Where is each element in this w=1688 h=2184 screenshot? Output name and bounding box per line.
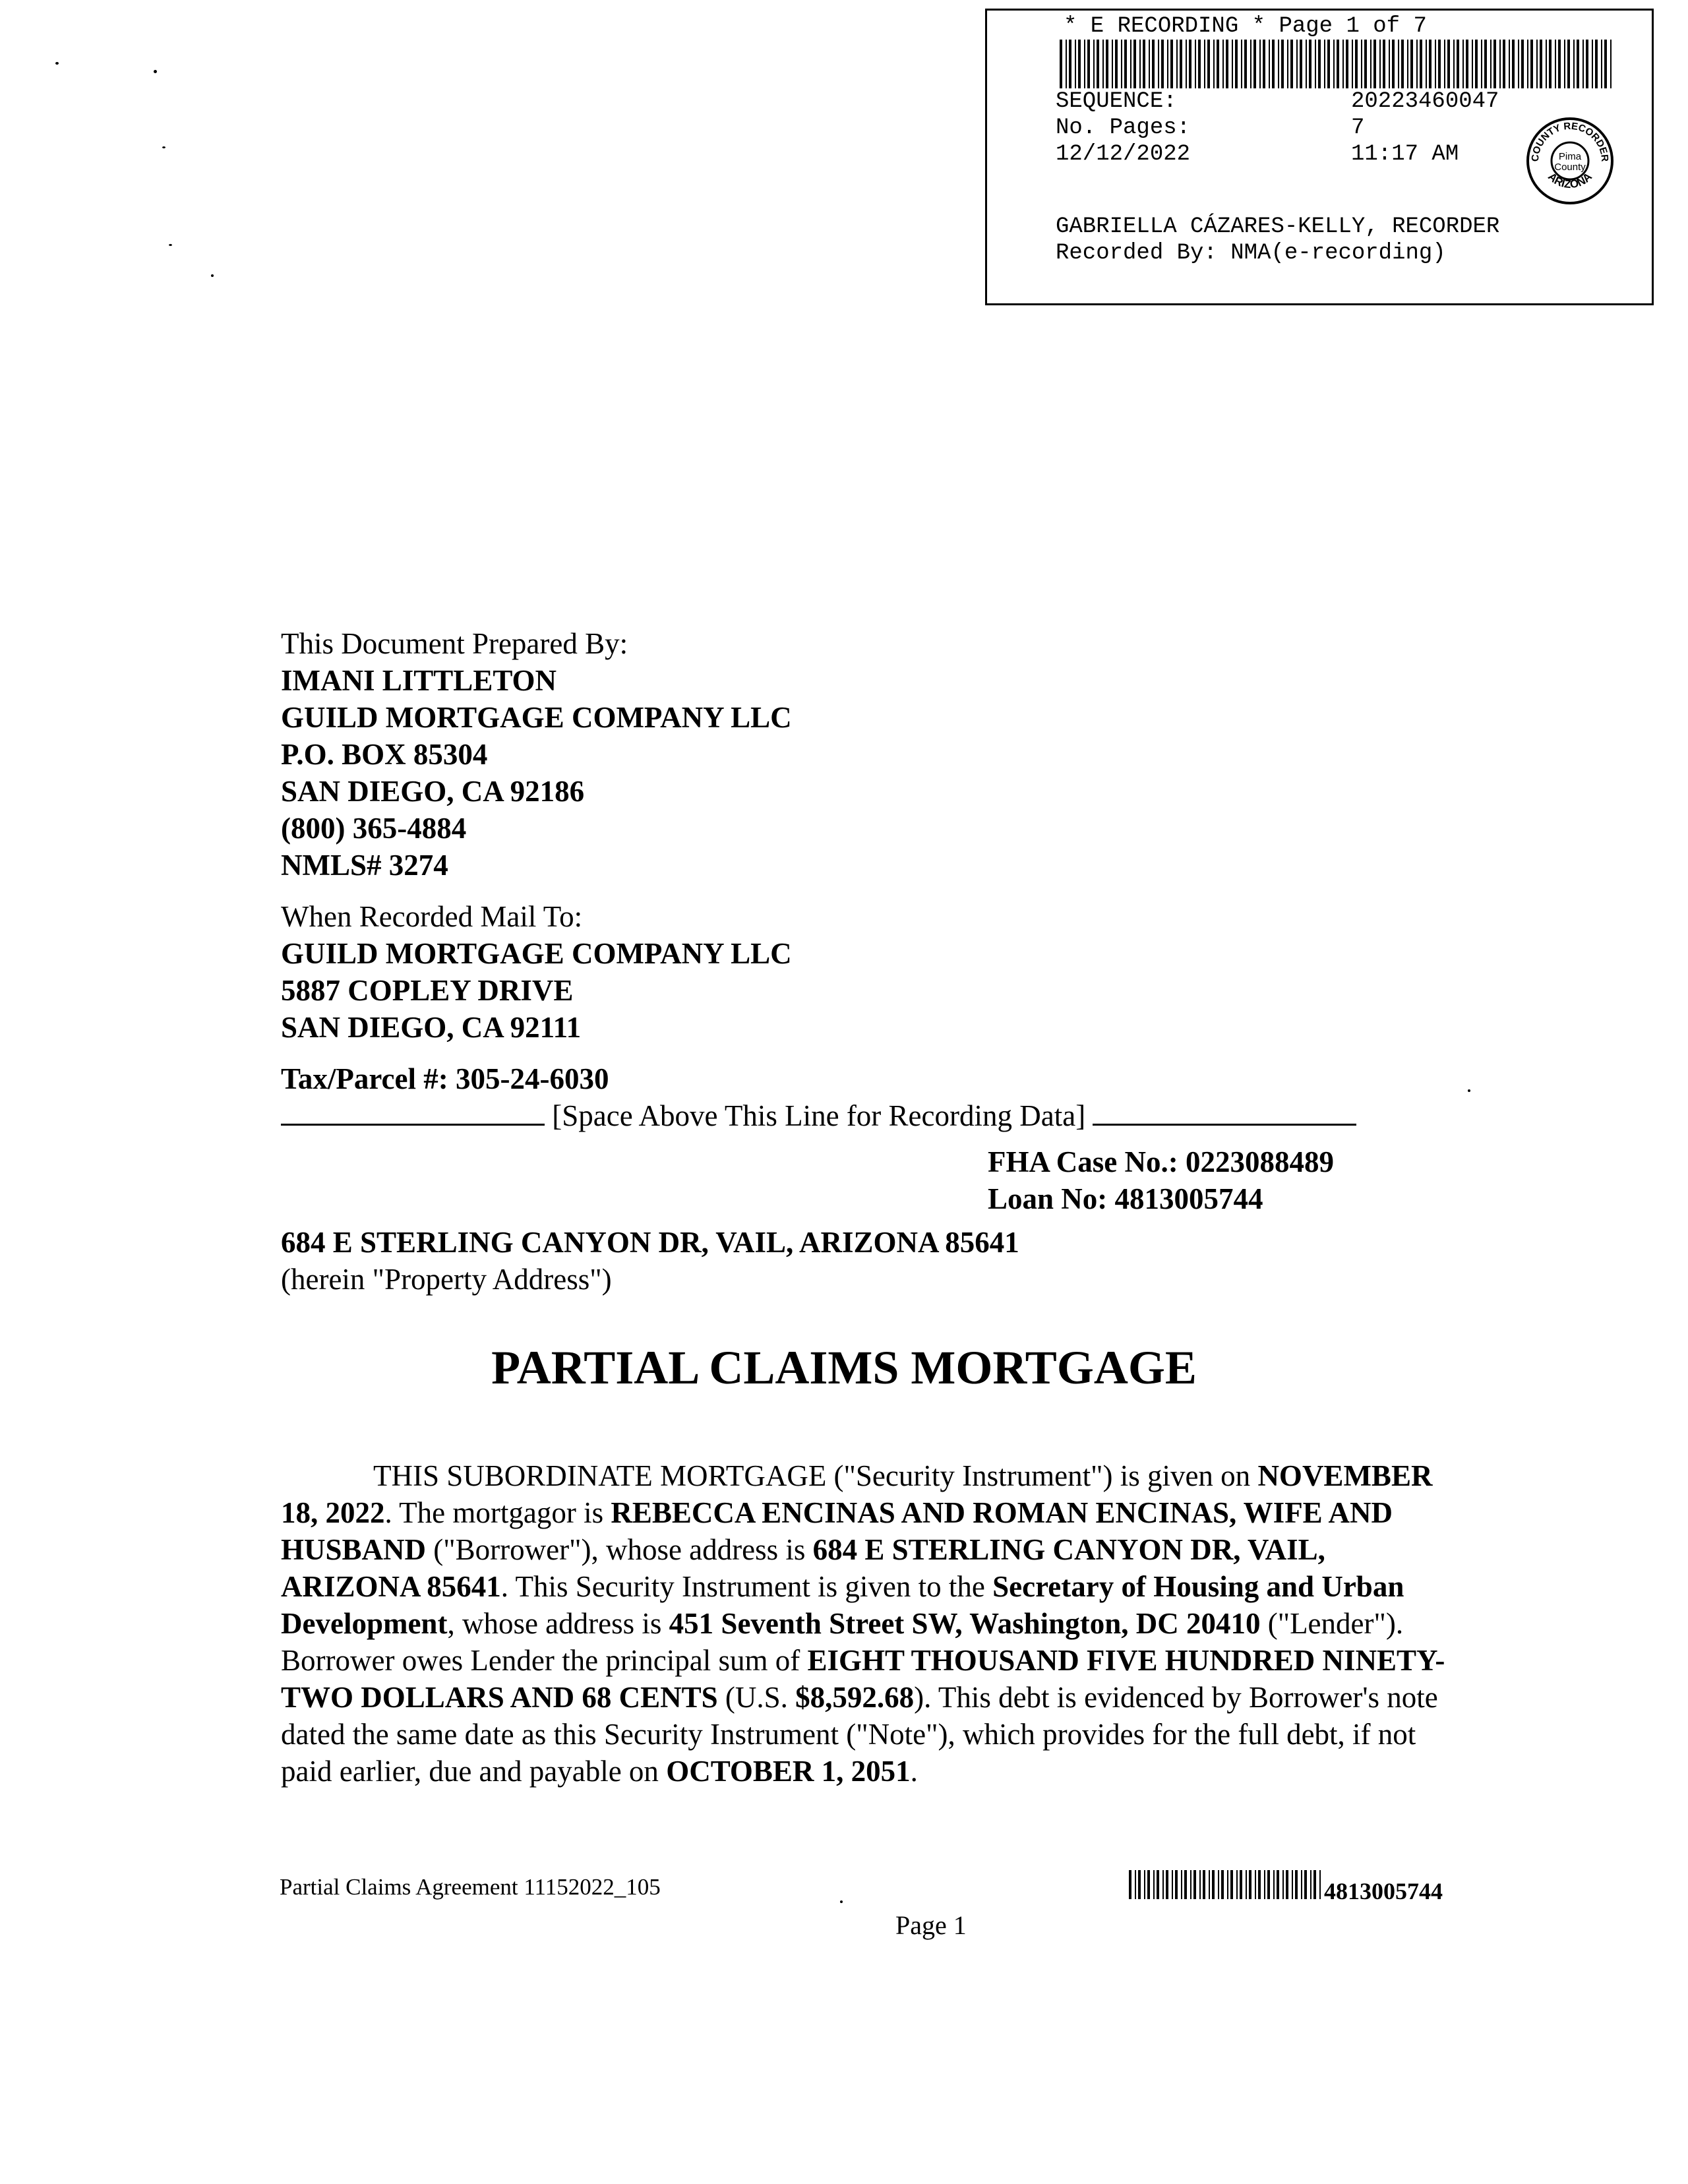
paragraph-run: ). This debt is evidenced by Borrower's note dated the same date as this Security Instrument ("Note"), which provides for the full debt, if not paid earlier, due and payable on <box>281 1681 1438 1788</box>
paragraph-run: . The mortgagor is <box>384 1496 611 1529</box>
footer-agreement-id: Partial Claims Agreement 11152022_105 <box>280 1874 661 1900</box>
paragraph-run: ("Borrower"), whose address is <box>426 1533 813 1566</box>
barcode-bar <box>1586 40 1588 88</box>
barcode-bar <box>1573 40 1575 88</box>
paragraph-run: $8,592.68 <box>795 1681 915 1714</box>
document-title: PARTIAL CLAIMS MORTGAGE <box>491 1341 1197 1394</box>
barcode-bar <box>1152 40 1155 88</box>
paragraph-run: EIGHT THOUSAND FIVE HUNDRED NINETY-TWO DOLLARS AND 68 CENTS <box>281 1644 1445 1714</box>
barcode-bar <box>1281 40 1284 88</box>
mail-to-city: SAN DIEGO, CA 92111 <box>281 1011 582 1044</box>
loan-number: Loan No: 4813005744 <box>988 1182 1263 1215</box>
paragraph-run: (U.S. <box>717 1681 796 1714</box>
barcode-bar <box>1389 40 1390 88</box>
barcode-bar <box>1263 40 1265 88</box>
barcode-bar <box>1352 40 1353 88</box>
barcode-bar <box>1530 40 1533 88</box>
barcode-bar <box>1282 1870 1284 1899</box>
barcode-bar <box>1472 40 1473 88</box>
barcode-bar <box>1250 40 1251 88</box>
barcode-bar <box>1426 40 1427 88</box>
paragraph-run: THIS SUBORDINATE MORTGAGE ("Security Instrument") is given on <box>373 1459 1258 1492</box>
scan-speck <box>55 62 59 65</box>
barcode-bar <box>1167 40 1168 88</box>
sequence-label: SEQUENCE: <box>1056 89 1177 114</box>
barcode-bar <box>1355 40 1358 88</box>
barcode-bar <box>1333 40 1335 88</box>
barcode-bar <box>1555 40 1556 88</box>
barcode-bar <box>1503 40 1505 88</box>
barcode-bar <box>1075 40 1076 88</box>
barcode-bar <box>1124 40 1127 88</box>
barcode-bar <box>1601 40 1602 88</box>
barcode-bar <box>1558 40 1561 88</box>
barcode-bar <box>1129 1870 1131 1899</box>
barcode-bar <box>1066 40 1067 88</box>
barcode-bar <box>1207 40 1210 88</box>
barcode-bar <box>1272 40 1275 88</box>
barcode-bar <box>1407 40 1408 88</box>
barcode-bar <box>1420 40 1422 88</box>
barcode-bar <box>1370 40 1372 88</box>
svg-text:ARIZONA: ARIZONA <box>1546 170 1594 191</box>
recording-stamp <box>985 9 1654 305</box>
barcode-bar <box>1246 1870 1247 1899</box>
barcode-bar <box>1166 1870 1168 1899</box>
barcode-bar <box>1466 40 1468 88</box>
county-recorder-seal-icon <box>1525 116 1615 206</box>
svg-text:COUNTY RECORDER: COUNTY RECORDER <box>1529 120 1611 162</box>
barcode-bar <box>1296 40 1298 88</box>
barcode-bar <box>1304 1870 1307 1899</box>
barcode-bar <box>1147 1870 1150 1899</box>
barcode-bar <box>1115 40 1118 88</box>
record-time: 11:17 AM <box>1351 142 1459 167</box>
barcode-bar <box>1097 40 1099 88</box>
barcode-bar <box>1337 40 1339 88</box>
barcode-bar <box>1490 40 1492 88</box>
barcode-bar <box>1290 40 1293 88</box>
barcode-bar <box>1258 1870 1261 1899</box>
barcode-bar <box>1267 1870 1270 1899</box>
barcode-bar <box>1484 40 1487 88</box>
barcode-bar <box>1287 40 1288 88</box>
barcode-bar <box>1567 40 1570 88</box>
pages-label: No. Pages: <box>1056 115 1191 140</box>
barcode-bar <box>1253 40 1256 88</box>
barcode-bar <box>1447 40 1450 88</box>
footer-barcode-number: 4813005744 <box>1324 1878 1443 1904</box>
scan-speck <box>1468 1089 1470 1092</box>
barcode-bar <box>1604 40 1607 88</box>
prepared-by-label: This Document Prepared By: <box>281 627 628 660</box>
page-number: Page 1 <box>895 1910 967 1940</box>
pages-value: 7 <box>1351 115 1365 140</box>
barcode-bar <box>1221 1870 1224 1899</box>
barcode-bar <box>1143 40 1145 88</box>
barcode-bar <box>1610 40 1612 88</box>
stamp-header: * E RECORDING * Page 1 of 7 <box>1064 14 1427 39</box>
barcode-bar <box>1286 1870 1288 1899</box>
barcode-bar <box>1218 1870 1219 1899</box>
svg-text:County: County <box>1554 162 1586 173</box>
mail-to-label: When Recorded Mail To: <box>281 900 583 933</box>
paragraph-run: 684 E STERLING CANYON DR, VAIL, ARIZONA 85641 <box>281 1533 1325 1603</box>
paragraph-run: 451 Seventh Street SW, Washington, DC 20410 <box>669 1607 1261 1640</box>
barcode-bar <box>1203 1870 1205 1899</box>
barcode-bar <box>1582 40 1584 88</box>
barcode-bar <box>1540 40 1542 88</box>
paragraph-run: . <box>910 1755 918 1788</box>
barcode-bar <box>1309 40 1311 88</box>
barcode-bar <box>1435 40 1436 88</box>
barcode-bar <box>1176 40 1178 88</box>
barcode-bar <box>1577 40 1579 88</box>
barcode-bar <box>1241 40 1242 88</box>
barcode-bar <box>1292 1870 1293 1899</box>
barcode-bar <box>1301 1870 1302 1899</box>
barcode-bar <box>1235 40 1238 88</box>
barcode-bar <box>1255 1870 1256 1899</box>
barcode-bar <box>1222 40 1224 88</box>
barcode-bar <box>1518 40 1519 88</box>
paragraph-run: OCTOBER 1, 2051 <box>666 1755 911 1788</box>
barcode-bar <box>1144 1870 1145 1899</box>
paragraph-run: ("Lender"). Borrower owes Lender the principal sum of <box>281 1607 1404 1677</box>
barcode-bar <box>1190 1870 1191 1899</box>
barcode-bar <box>1106 40 1108 88</box>
barcode-bar <box>1130 40 1131 88</box>
recording-rule-left <box>281 1124 545 1126</box>
barcode-bar <box>1315 40 1316 88</box>
barcode-bar <box>1198 40 1201 88</box>
barcode-bar <box>1180 40 1182 88</box>
barcode-bar <box>1236 1870 1238 1899</box>
barcode-bar <box>1546 40 1547 88</box>
barcode-bar <box>1133 40 1136 88</box>
barcode-bar <box>1093 40 1095 88</box>
recording-space-line <box>281 1097 1356 1134</box>
record-date: 12/12/2022 <box>1056 142 1191 167</box>
barcode-bar <box>1313 1870 1316 1899</box>
paragraph-run: NOVEMBER 18, 2022 <box>281 1459 1433 1529</box>
barcode-bar <box>1204 40 1205 88</box>
mail-to-street: 5887 COPLEY DRIVE <box>281 974 574 1007</box>
barcode-bar <box>1153 1870 1155 1899</box>
scan-speck <box>211 274 214 277</box>
scan-speck <box>169 244 172 246</box>
barcode-bar <box>1139 40 1141 88</box>
prepared-by-nmls: NMLS# 3274 <box>281 849 448 882</box>
prepared-by-name: IMANI LITTLETON <box>281 664 557 697</box>
barcode-bar <box>1457 40 1459 88</box>
prepared-by-phone: (800) 365-4884 <box>281 812 467 845</box>
barcode-bar <box>1199 1870 1201 1899</box>
barcode-bar <box>1244 40 1247 88</box>
barcode-bar <box>1398 40 1399 88</box>
barcode-bar <box>1259 40 1261 88</box>
footer-barcode <box>1129 1870 1324 1899</box>
barcode-bar <box>1102 40 1104 88</box>
barcode-bar <box>1172 1870 1173 1899</box>
barcode-bar <box>1383 40 1385 88</box>
barcode-bar <box>1162 1870 1164 1899</box>
barcode-bar <box>1135 1870 1136 1899</box>
barcode-bar <box>1438 40 1441 88</box>
barcode-bar <box>1392 40 1395 88</box>
barcode-bar <box>1138 1870 1141 1899</box>
barcode-bar <box>1273 1870 1275 1899</box>
barcode-bar <box>1509 40 1510 88</box>
barcode-bar <box>1512 40 1515 88</box>
barcode-bar <box>1175 1870 1178 1899</box>
barcode-bar <box>1121 40 1122 88</box>
barcode-bar <box>1364 40 1367 88</box>
barcode-bar <box>1361 40 1362 88</box>
paragraph-run: , whose address is <box>447 1607 669 1640</box>
barcode-bar <box>1310 1870 1311 1899</box>
barcode-bar <box>1527 40 1528 88</box>
barcode-bar <box>1209 1870 1210 1899</box>
barcode-bar <box>1193 1870 1196 1899</box>
prepared-by-po-box: P.O. BOX 85304 <box>281 738 488 771</box>
barcode-bar <box>1161 40 1164 88</box>
barcode-bar <box>1278 40 1279 88</box>
barcode-bar <box>1342 40 1344 88</box>
barcode-bar <box>1564 40 1565 88</box>
barcode-bar <box>1181 1870 1182 1899</box>
barcode-bar <box>1319 1870 1321 1899</box>
prepared-by-city: SAN DIEGO, CA 92186 <box>281 775 585 808</box>
barcode-bar <box>1416 40 1418 88</box>
barcode-bar <box>1087 40 1090 88</box>
barcode-bar <box>1595 40 1598 88</box>
barcode-bar <box>1536 40 1538 88</box>
barcode-bar <box>1112 40 1113 88</box>
recorder-name: GABRIELLA CÁZARES-KELLY, RECORDER <box>1056 214 1500 239</box>
barcode-bar <box>1230 1870 1233 1899</box>
paragraph-run: Secretary of Housing and Urban Development <box>281 1570 1404 1640</box>
barcode-bar <box>1444 40 1445 88</box>
barcode-bar <box>1346 40 1348 88</box>
barcode-bar <box>1186 40 1187 88</box>
barcode-bar <box>1521 40 1524 88</box>
paragraph-run: . This Security Instrument is given to the <box>500 1570 993 1603</box>
sequence-value: 20223460047 <box>1351 89 1499 114</box>
barcode-bar <box>1060 40 1062 88</box>
barcode-bar <box>1592 40 1593 88</box>
tax-parcel: Tax/Parcel #: 305-24-6030 <box>281 1062 609 1095</box>
barcode-bar <box>1226 40 1228 88</box>
barcode-bar <box>1327 40 1330 88</box>
barcode-bar <box>1481 40 1482 88</box>
barcode-bar <box>1069 40 1071 88</box>
barcode-bar <box>1189 40 1191 88</box>
mail-to-company: GUILD MORTGAGE COMPANY LLC <box>281 937 792 970</box>
recording-rule-right <box>1093 1124 1356 1126</box>
recorded-by: Recorded By: NMA(e-recording) <box>1056 241 1446 266</box>
stamp-barcode <box>1060 40 1612 88</box>
barcode-bar <box>1401 40 1404 88</box>
paragraph-run: REBECCA ENCINAS AND ROMAN ENCINAS, WIFE AND HUSBAND <box>281 1496 1393 1566</box>
barcode-bar <box>1170 40 1173 88</box>
barcode-bar <box>1306 40 1307 88</box>
recording-space-text: [Space Above This Line for Recording Data] <box>552 1099 1086 1132</box>
barcode-bar <box>1158 40 1159 88</box>
barcode-bar <box>1318 40 1321 88</box>
barcode-bar <box>1493 40 1496 88</box>
barcode-bar <box>1300 40 1302 88</box>
barcode-bar <box>1295 1870 1298 1899</box>
barcode-bar <box>1373 40 1376 88</box>
barcode-bar <box>1084 40 1085 88</box>
prepared-by-company: GUILD MORTGAGE COMPANY LLC <box>281 701 792 734</box>
barcode-bar <box>1078 40 1081 88</box>
barcode-bar <box>1195 40 1196 88</box>
barcode-bar <box>1475 40 1478 88</box>
barcode-bar <box>1232 40 1233 88</box>
barcode-bar <box>1217 40 1219 88</box>
barcode-bar <box>1240 1870 1242 1899</box>
barcode-bar <box>1227 1870 1228 1899</box>
scan-speck <box>840 1900 843 1903</box>
scan-speck <box>162 146 166 148</box>
barcode-bar <box>1379 40 1381 88</box>
property-address-note: (herein "Property Address") <box>281 1263 612 1296</box>
barcode-bar <box>1269 40 1270 88</box>
barcode-bar <box>1549 40 1552 88</box>
barcode-bar <box>1149 40 1150 88</box>
barcode-bar <box>1453 40 1455 88</box>
barcode-bar <box>1324 40 1325 88</box>
barcode-bar <box>1213 40 1215 88</box>
barcode-bar <box>1264 1870 1265 1899</box>
barcode-bar <box>1429 40 1432 88</box>
barcode-bar <box>1184 1870 1187 1899</box>
barcode-bar <box>1462 40 1464 88</box>
barcode-bar <box>1277 1870 1279 1899</box>
fha-case-number: FHA Case No.: 0223088489 <box>988 1145 1334 1178</box>
svg-text:Pima: Pima <box>1558 151 1582 162</box>
barcode-bar <box>1212 1870 1215 1899</box>
barcode-bar <box>1410 40 1413 88</box>
barcode-bar <box>1249 1870 1251 1899</box>
mortgage-paragraph <box>281 1457 1455 1790</box>
property-address: 684 E STERLING CANYON DR, VAIL, ARIZONA 85641 <box>281 1226 1019 1259</box>
scan-speck <box>154 70 157 73</box>
barcode-bar <box>1499 40 1501 88</box>
barcode-bar <box>1157 1870 1159 1899</box>
